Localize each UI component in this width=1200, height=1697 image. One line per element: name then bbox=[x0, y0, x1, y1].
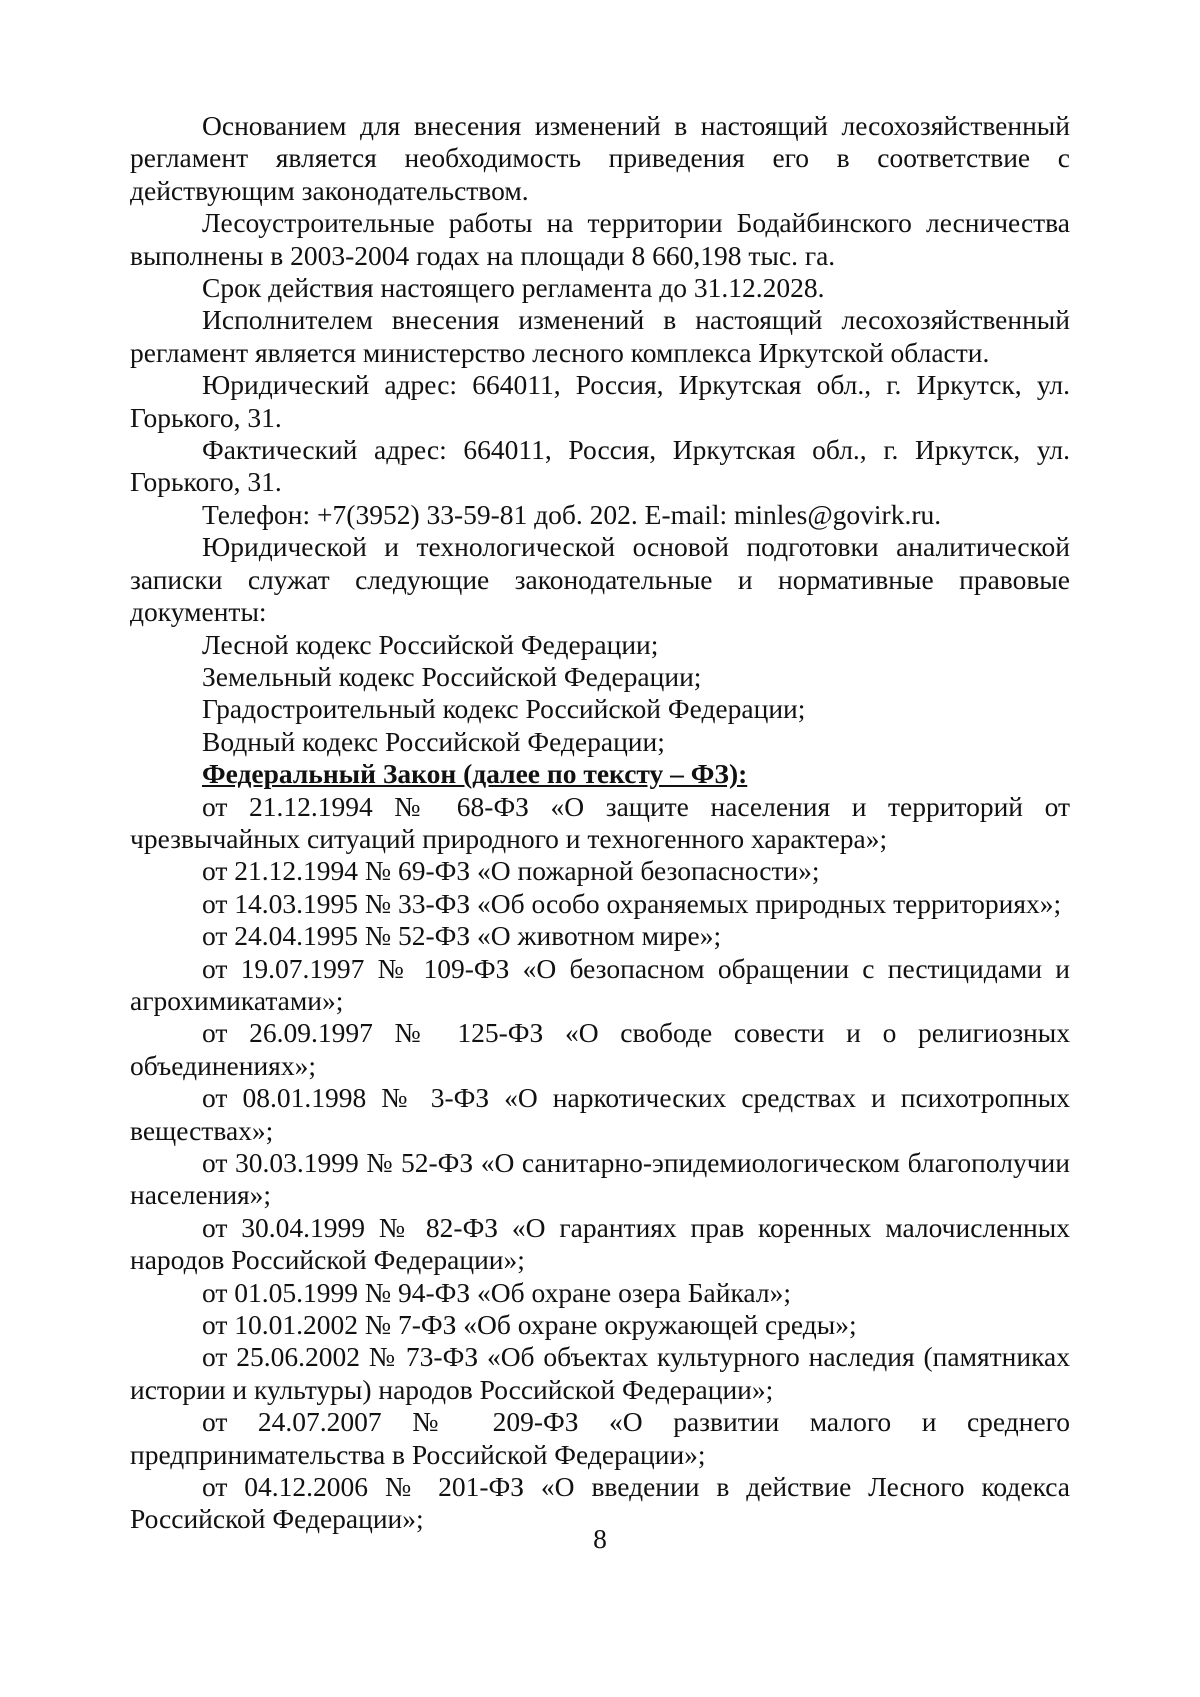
paragraph-actual-address: Фактический адрес: 664011, Россия, Иркутская обл., г. Иркутск, ул. Горького, 31. bbox=[130, 434, 1070, 498]
paragraph-forest-works: Лесоустроительные работы на территории Бодайбинского лесничества выполнены в 2003-2004 годах на площади 8 660,198 тыс. га. bbox=[130, 207, 1070, 271]
list-item: Градостроительный кодекс Российской Федерации; bbox=[202, 693, 806, 725]
list-item: Лесной кодекс Российской Федерации; bbox=[202, 628, 659, 660]
paragraph-basis: Основанием для внесения изменений в настоящий лесохозяйственный регламент является необходимость приведения его в соответствие с действующим законодательством. bbox=[130, 110, 1070, 206]
law-item: от 04.12.2006 № 201-ФЗ «О введении в действие Лесного кодекса Российской Федерации»; bbox=[130, 1471, 1070, 1535]
law-item: от 24.07.2007 № 209-ФЗ «О развитии малого и среднего предпринимательства в Российской Федерации»; bbox=[130, 1406, 1070, 1470]
law-item: от 08.01.1998 № 3-ФЗ «О наркотических средствах и психотропных веществах»; bbox=[130, 1082, 1070, 1146]
paragraph-contacts: Телефон: +7(3952) 33-59-81 доб. 202. E-mail: minles@govirk.ru. bbox=[202, 498, 942, 530]
law-item: от 24.04.1995 № 52-ФЗ «О животном мире»; bbox=[202, 920, 722, 952]
law-item: от 30.04.1999 № 82-ФЗ «О гарантиях прав коренных малочисленных народов Российской Федерации»; bbox=[130, 1211, 1070, 1276]
list-item: Водный кодекс Российской Федерации; bbox=[202, 725, 665, 757]
law-item: от 30.03.1999 № 52-ФЗ «О санитарно-эпидемиологическом благополучии населения»; bbox=[130, 1147, 1070, 1211]
law-item: от 01.05.1999 № 94-ФЗ «Об охране озера Байкал»; bbox=[202, 1276, 791, 1308]
law-item: от 19.07.1997 № 109-ФЗ «О безопасном обращении с пестицидами и агрохимикатами»; bbox=[130, 952, 1070, 1016]
law-item: от 26.09.1997 № 125-ФЗ «О свободе совести и о религиозных объединениях»; bbox=[130, 1017, 1070, 1081]
page-number: 8 bbox=[593, 1523, 607, 1554]
law-item: от 21.12.1994 № 68-ФЗ «О защите населения и территорий от чрезвычайных ситуаций природного и техногенного характера»; bbox=[130, 790, 1070, 854]
paragraph-executor: Исполнителем внесения изменений в настоящий лесохозяйственный регламент является министерство лесного комплекса Иркутской области. bbox=[130, 304, 1070, 368]
paragraph-validity: Срок действия настоящего регламента до 31.12.2028. bbox=[202, 272, 825, 304]
law-item: от 21.12.1994 № 69-ФЗ «О пожарной безопасности»; bbox=[202, 855, 820, 887]
law-item: от 14.03.1995 № 33-ФЗ «Об особо охраняемых природных территориях»; bbox=[202, 887, 1062, 919]
law-item: от 25.06.2002 № 73-ФЗ «Об объектах культурного наследия (памятниках истории и культуры) народов Российской Федерации»; bbox=[130, 1341, 1070, 1405]
federal-law-heading: Федеральный Закон (далее по тексту – ФЗ): bbox=[202, 758, 748, 790]
law-item: от 10.01.2002 № 7-ФЗ «Об охране окружающей среды»; bbox=[202, 1309, 857, 1341]
paragraph-legal-basis: Юридической и технологической основой подготовки аналитической записки служат следующие законодательные и нормативные правовые документы: bbox=[130, 531, 1070, 628]
list-item: Земельный кодекс Российской Федерации; bbox=[202, 660, 702, 692]
paragraph-legal-address: Юридический адрес: 664011, Россия, Иркутская обл., г. Иркутск, ул. Горького, 31. bbox=[130, 369, 1070, 433]
